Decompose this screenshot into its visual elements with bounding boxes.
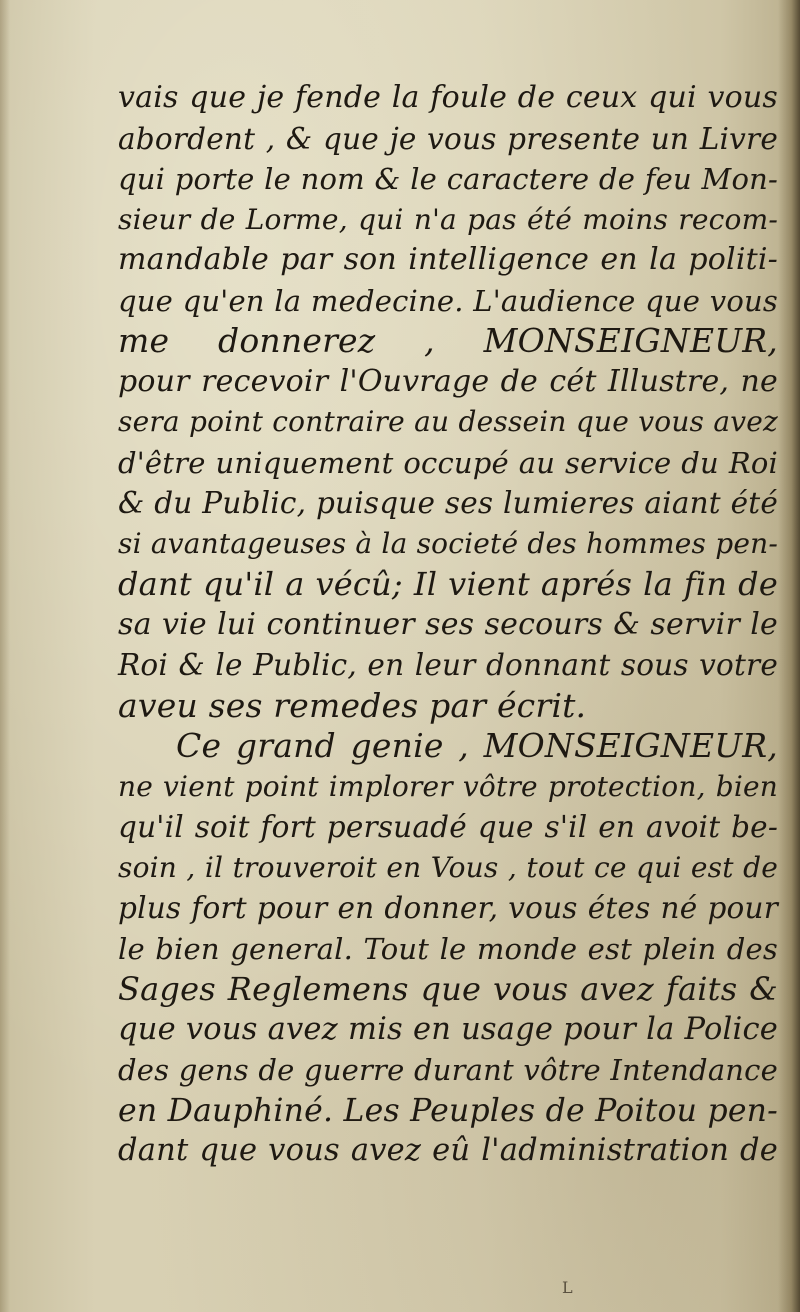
text-line: le bien general. Tout le monde est plein des xyxy=(118,931,778,966)
text-line: sera point contraire au dessein que vous avez xyxy=(118,405,778,438)
text-line: Sages Reglemens que vous avez faits & xyxy=(118,970,778,1008)
page-gutter-shadow xyxy=(0,0,10,1312)
text-line: dant que vous avez eû l'administration de xyxy=(118,1133,778,1168)
text-line: ne vient point implorer vôtre protection, bien xyxy=(118,769,778,803)
text-line: qui porte le nom & le caractere de feu Mon- xyxy=(118,162,778,196)
text-line: plus fort pour en donner, vous étes né pour xyxy=(118,891,778,925)
text-line: sieur de Lorme, qui n'a pas été moins recom- xyxy=(118,202,778,236)
text-line: abordent , & que je vous presente un Livre xyxy=(118,121,778,156)
text-line: me donnerez , MONSEIGNEUR, xyxy=(118,321,778,360)
text-line: dant qu'il a vécû; Il vient aprés la fin de xyxy=(118,565,778,603)
text-line: si avantageuses à la societé des hommes pen- xyxy=(118,526,778,560)
text-line: qu'il soit fort persuadé que s'il en avoit be- xyxy=(118,810,778,844)
text-line: d'être uniquement occupé au service du Roi xyxy=(118,445,778,480)
page-edge-shadow xyxy=(778,0,800,1312)
text-line: en Dauphiné. Les Peuples de Poitou pen- xyxy=(118,1092,778,1129)
body-text xyxy=(118,78,778,1172)
text-line: soin , il trouveroit en Vous , tout ce qui est de xyxy=(118,850,778,884)
text-line: mandable par son intelligence en la politi- xyxy=(118,242,778,277)
text-line: Roi & le Public, en leur donnant sous votre xyxy=(118,648,778,682)
text-line: vais que je fende la foule de ceux qui vous xyxy=(118,80,778,115)
text-line: que vous avez mis en usage pour la Police xyxy=(118,1011,778,1047)
text-line: des gens de guerre durant vôtre Intendance xyxy=(118,1053,778,1087)
text-line: aveu ses remedes par écrit. xyxy=(118,685,587,725)
text-line: pour recevoir l'Ouvrage de cét Illustre, ne xyxy=(118,363,778,399)
text-line: & du Public, puisque ses lumieres aiant été xyxy=(118,486,778,520)
text-line: sa vie lui continuer ses secours & servir le xyxy=(118,606,778,642)
signature-mark: L xyxy=(562,1278,573,1297)
text-line: que qu'en la medecine. L'audience que vous xyxy=(118,283,778,318)
paragraph-start-line: Ce grand genie , MONSEIGNEUR, xyxy=(176,726,778,765)
